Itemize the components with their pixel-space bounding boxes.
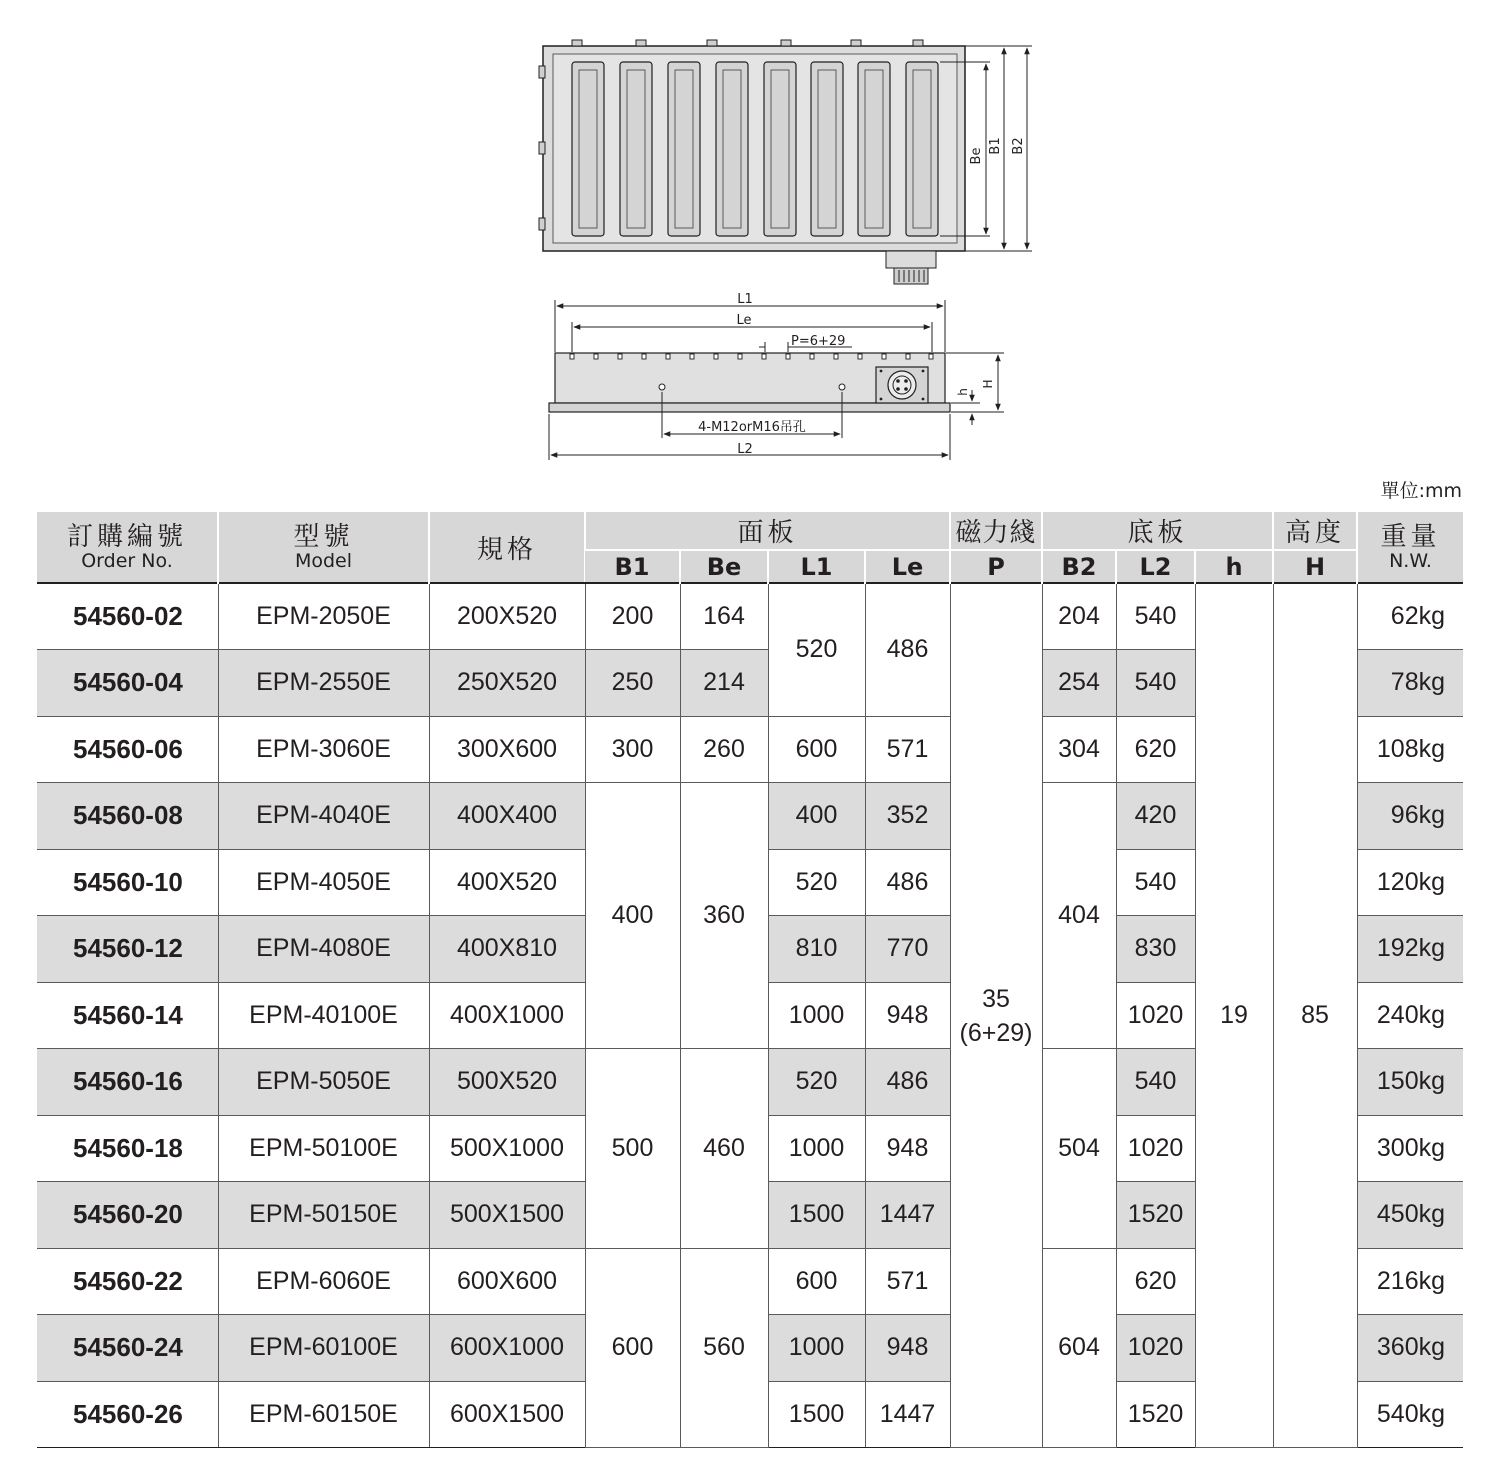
l2: 420 (1116, 783, 1195, 850)
le: 948 (865, 1315, 950, 1382)
l1: 1000 (768, 1115, 865, 1182)
l1: 600 (768, 1248, 865, 1315)
l1: 810 (768, 916, 865, 983)
spec: 400X810 (429, 916, 585, 983)
l2: 620 (1116, 1248, 1195, 1315)
le: 1447 (865, 1182, 950, 1249)
model: EPM-40100E (218, 982, 429, 1049)
base-h: 19 (1195, 583, 1273, 1448)
model: EPM-60150E (218, 1381, 429, 1448)
order-no: 54560-10 (37, 849, 218, 916)
header-le: Le (865, 550, 950, 583)
label-H: H (981, 379, 995, 389)
order-no: 54560-22 (37, 1248, 218, 1315)
weight: 192kg (1357, 916, 1463, 983)
label-b2: B2 (1011, 137, 1026, 155)
b2: 304 (1042, 716, 1116, 783)
l2: 830 (1116, 916, 1195, 983)
header-weight: 重量 N.W. (1357, 512, 1463, 583)
b1: 200 (585, 583, 680, 650)
label-l2: L2 (737, 442, 753, 457)
be: 164 (680, 583, 768, 650)
b1: 600 (585, 1248, 680, 1448)
header-H: H (1273, 550, 1357, 583)
l1: 600 (768, 716, 865, 783)
b1: 400 (585, 783, 680, 1049)
header-spec: 規格 (429, 512, 585, 583)
header-order: 訂購編號 Order No. (37, 512, 218, 583)
header-l2: L2 (1116, 550, 1195, 583)
model: EPM-50100E (218, 1115, 429, 1182)
l1: 520 (768, 849, 865, 916)
weight: 300kg (1357, 1115, 1463, 1182)
model: EPM-4080E (218, 916, 429, 983)
technical-drawing (0, 0, 1507, 470)
b1: 300 (585, 716, 680, 783)
le: 486 (865, 1049, 950, 1116)
header-b2: B2 (1042, 550, 1116, 583)
weight: 120kg (1357, 849, 1463, 916)
order-no: 54560-02 (37, 583, 218, 650)
model: EPM-2050E (218, 583, 429, 650)
spec-table (37, 512, 1463, 1448)
l1: 1000 (768, 1315, 865, 1382)
l2: 1520 (1116, 1381, 1195, 1448)
weight: 150kg (1357, 1049, 1463, 1116)
l1: 400 (768, 783, 865, 850)
weight: 240kg (1357, 982, 1463, 1049)
model: EPM-6060E (218, 1248, 429, 1315)
label-b1: B1 (988, 137, 1003, 155)
order-no: 54560-26 (37, 1381, 218, 1448)
table-row (37, 583, 1463, 650)
header-base-plate: 底板 (1042, 512, 1273, 550)
l2: 540 (1116, 849, 1195, 916)
be: 460 (680, 1049, 768, 1249)
l1: 520 (768, 1049, 865, 1116)
be: 360 (680, 783, 768, 1049)
be: 260 (680, 716, 768, 783)
spec: 500X1000 (429, 1115, 585, 1182)
header-model: 型號 Model (218, 512, 429, 583)
order-no: 54560-04 (37, 650, 218, 717)
unit-label: 單位:mm (1380, 480, 1462, 502)
header-be: Be (680, 550, 768, 583)
order-no: 54560-12 (37, 916, 218, 983)
header-height: 高度 (1273, 512, 1357, 550)
le: 948 (865, 1115, 950, 1182)
l2: 1020 (1116, 982, 1195, 1049)
l1: 520 (768, 583, 865, 716)
le: 571 (865, 716, 950, 783)
b2: 204 (1042, 583, 1116, 650)
l2: 540 (1116, 1049, 1195, 1116)
header-pole: 磁力綫 (950, 512, 1042, 550)
b2: 254 (1042, 650, 1116, 717)
be: 214 (680, 650, 768, 717)
label-h: h (956, 388, 970, 396)
spec: 500X1500 (429, 1182, 585, 1249)
b1: 250 (585, 650, 680, 717)
b2: 504 (1042, 1049, 1116, 1249)
model: EPM-50150E (218, 1182, 429, 1249)
be: 560 (680, 1248, 768, 1448)
spec: 600X600 (429, 1248, 585, 1315)
spec: 400X520 (429, 849, 585, 916)
model: EPM-4040E (218, 783, 429, 850)
spec: 600X1500 (429, 1381, 585, 1448)
height-H: 85 (1273, 583, 1357, 1448)
order-no: 54560-18 (37, 1115, 218, 1182)
drawing-svg (0, 0, 1507, 470)
label-holes: 4-M12orM16吊孔 (698, 420, 806, 435)
weight: 360kg (1357, 1315, 1463, 1382)
spec: 300X600 (429, 716, 585, 783)
spec: 600X1000 (429, 1315, 585, 1382)
b2: 404 (1042, 783, 1116, 1049)
b1: 500 (585, 1049, 680, 1249)
model: EPM-60100E (218, 1315, 429, 1382)
label-l1: L1 (737, 292, 753, 307)
spec: 400X400 (429, 783, 585, 850)
table-body (37, 583, 1463, 1448)
weight: 78kg (1357, 650, 1463, 717)
le: 486 (865, 583, 950, 716)
pole-pitch: 35 (6+29) (950, 583, 1042, 1448)
side-view (549, 292, 1004, 460)
le: 486 (865, 849, 950, 916)
order-no: 54560-06 (37, 716, 218, 783)
order-no: 54560-16 (37, 1049, 218, 1116)
spec: 200X520 (429, 583, 585, 650)
spec: 250X520 (429, 650, 585, 717)
weight: 216kg (1357, 1248, 1463, 1315)
l2: 540 (1116, 583, 1195, 650)
l2: 620 (1116, 716, 1195, 783)
l2: 1020 (1116, 1315, 1195, 1382)
b2: 604 (1042, 1248, 1116, 1448)
spec: 400X1000 (429, 982, 585, 1049)
header-b1: B1 (585, 550, 680, 583)
le: 1447 (865, 1381, 950, 1448)
l1: 1000 (768, 982, 865, 1049)
order-no: 54560-24 (37, 1315, 218, 1382)
weight: 450kg (1357, 1182, 1463, 1249)
order-no: 54560-20 (37, 1182, 218, 1249)
weight: 540kg (1357, 1381, 1463, 1448)
label-le: Le (736, 313, 752, 328)
model: EPM-2550E (218, 650, 429, 717)
model: EPM-5050E (218, 1049, 429, 1116)
l2: 1520 (1116, 1182, 1195, 1249)
l1: 1500 (768, 1182, 865, 1249)
label-be: Be (969, 147, 984, 165)
header-h: h (1195, 550, 1273, 583)
le: 352 (865, 783, 950, 850)
le: 571 (865, 1248, 950, 1315)
model: EPM-4050E (218, 849, 429, 916)
label-pitch: P=6+29 (791, 334, 846, 349)
weight: 96kg (1357, 783, 1463, 850)
header-top-plate: 面板 (585, 512, 950, 550)
le: 948 (865, 982, 950, 1049)
header-l1: L1 (768, 550, 865, 583)
table-header (37, 512, 1463, 583)
weight: 108kg (1357, 716, 1463, 783)
le: 770 (865, 916, 950, 983)
top-view (539, 40, 1032, 284)
header-p: P (950, 550, 1042, 583)
l2: 540 (1116, 650, 1195, 717)
order-no: 54560-08 (37, 783, 218, 850)
order-no: 54560-14 (37, 982, 218, 1049)
model: EPM-3060E (218, 716, 429, 783)
l1: 1500 (768, 1381, 865, 1448)
spec: 500X520 (429, 1049, 585, 1116)
weight: 62kg (1357, 583, 1463, 650)
l2: 1020 (1116, 1115, 1195, 1182)
